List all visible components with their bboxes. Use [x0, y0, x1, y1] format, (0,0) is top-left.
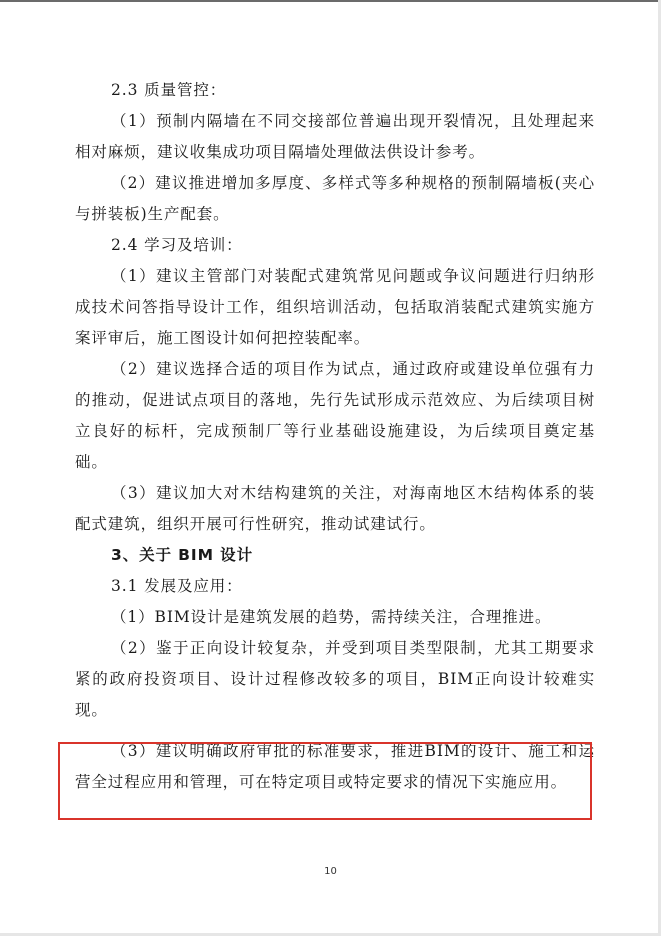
paragraph-2-4-3: （3）建议加大对木结构建筑的关注，对海南地区木结构体系的装配式建筑，组织开展可行性研究，推动试建试行。 — [75, 484, 595, 533]
paragraph-2-4-1: （1）建议主管部门对装配式建筑常见问题或争议问题进行归纳形成技术问答指导设计工作，组织培训活动，包括取消装配式建筑实施方案评审后，施工图设计如何把控装配率。 — [75, 267, 595, 347]
paragraph-2-3-1: （1）预制内隔墙在不同交接部位普遍出现开裂情况，且处理起来相对麻烦，建议收集成功项目隔墙处理做法供设计参考。 — [75, 112, 595, 161]
heading-2-4: 2.4 学习及培训： — [111, 236, 243, 254]
page-top-border — [0, 0, 661, 2]
highlight-annotation-box — [58, 742, 592, 820]
heading-2-3: 2.3 质量管控： — [111, 81, 227, 99]
paragraph-2-4-2: （2）建议选择合适的项目作为试点，通过政府或建设单位强有力的推动，促进试点项目的落地，先行先试形成示范效应、为后续项目树立良好的标杆，完成预制厂等行业基础设施建设，为后续项目奠定基础。 — [75, 360, 595, 471]
heading-3-1: 3.1 发展及应用： — [111, 577, 243, 595]
document-body — [75, 75, 595, 798]
page-number: 10 — [324, 866, 337, 877]
paragraph-3-1-1: （1）BIM设计是建筑发展的趋势，需持续关注，合理推进。 — [111, 608, 552, 626]
paragraph-3-1-2: （2）鉴于正向设计较复杂，并受到项目类型限制，尤其工期要求紧的政府投资项目、设计过程修改较多的项目，BIM正向设计较难实现。 — [75, 639, 595, 719]
section-title-3: 3、关于 BIM 设计 — [111, 546, 253, 564]
paragraph-3-1-3-highlighted: （3）建议明确政府审批的标准要求，推进BIM的设计、施工和运营全过程应用和管理，可在特定项目或特定要求的情况下实施应用。 — [75, 742, 595, 791]
paragraph-2-3-2: （2）建议推进增加多厚度、多样式等多种规格的预制隔墙板(夹心与拼装板)生产配套。 — [75, 174, 595, 223]
